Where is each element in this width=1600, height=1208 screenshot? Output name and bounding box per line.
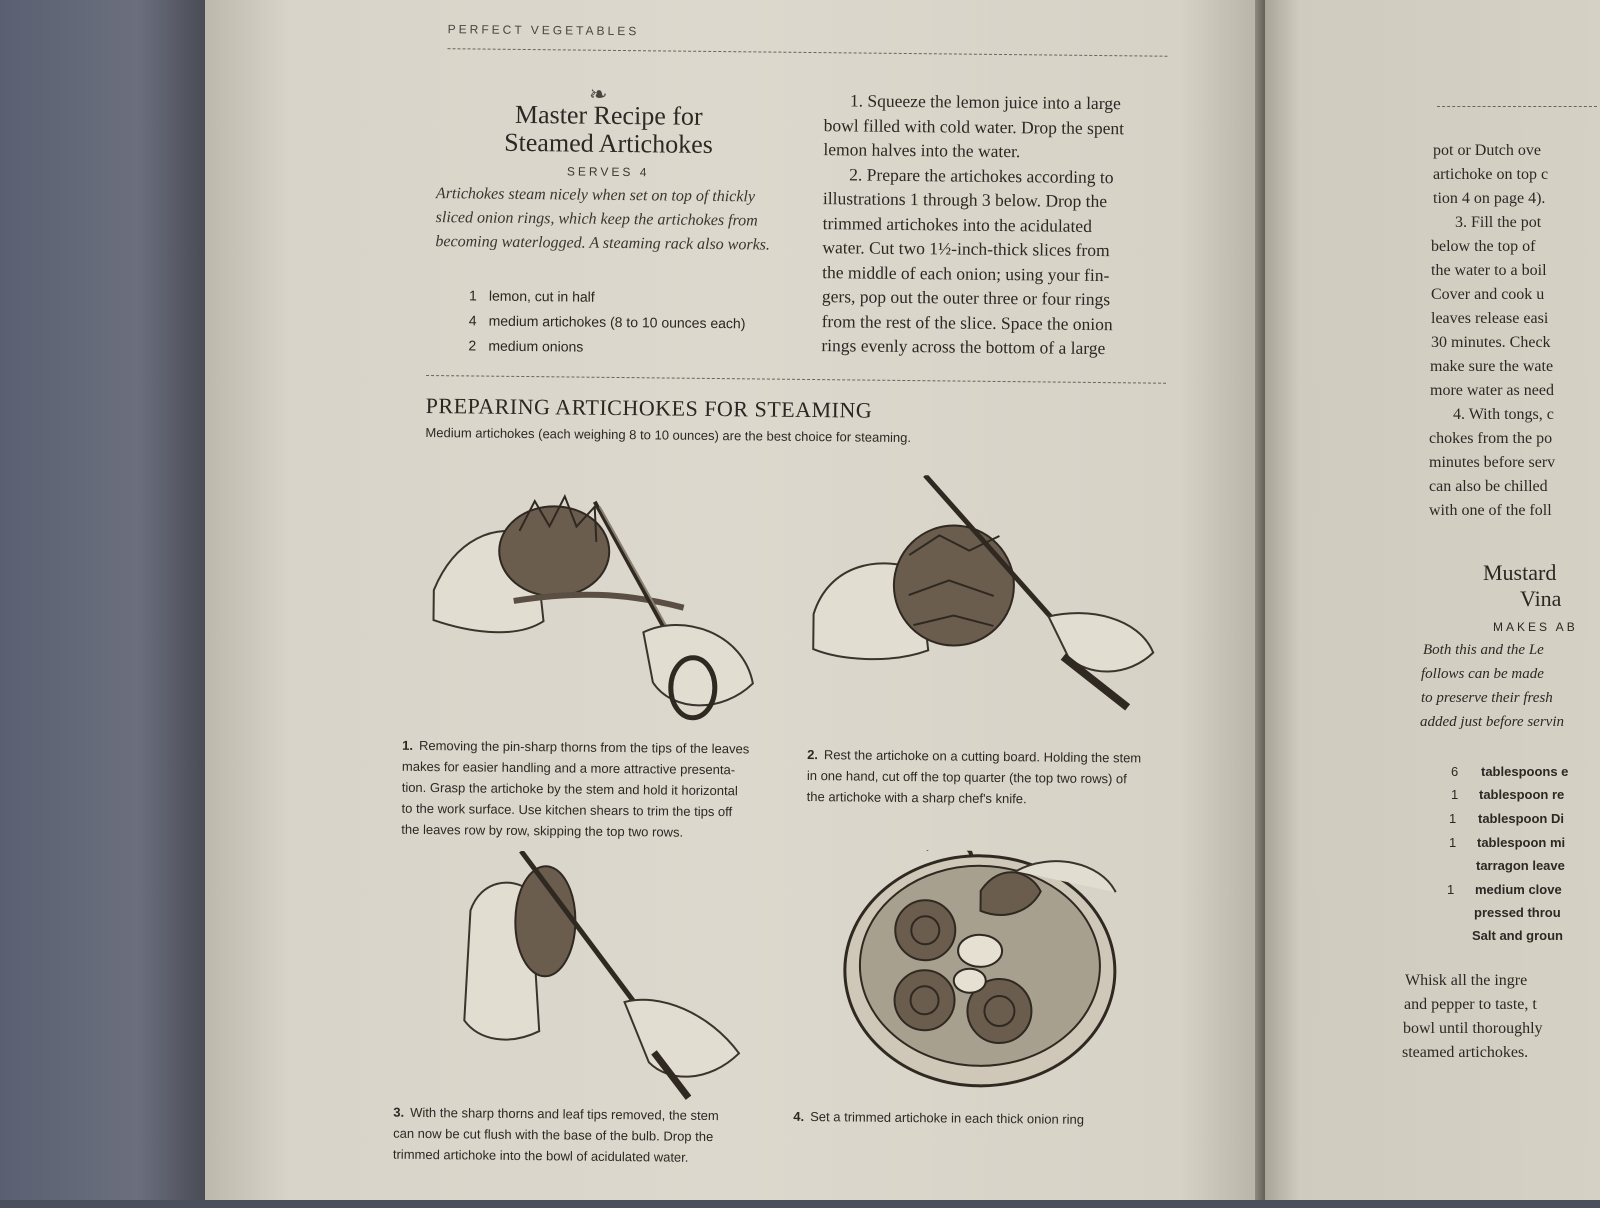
recipe-title: Vina bbox=[1520, 586, 1562, 611]
step-line: lemon halves into the water. bbox=[823, 139, 1021, 162]
section-title: PREPARING ARTICHOKES FOR STEAMING bbox=[425, 392, 873, 423]
left-page-content bbox=[392, 0, 1190, 1208]
text-line: 4. With tongs, c bbox=[1453, 406, 1554, 423]
intro-line: sliced onion rings, which keep the artichokes from bbox=[435, 209, 758, 230]
intro-line: Artichokes steam nicely when set on top of thickly bbox=[435, 185, 756, 206]
text-line: and pepper to taste, t bbox=[1404, 996, 1537, 1013]
caption-line: the artichoke with a sharp chef's knife. bbox=[806, 788, 1027, 807]
ingredient-qty: 1 bbox=[468, 286, 477, 304]
step-line: trimmed artichokes into the acidulated bbox=[822, 212, 1092, 236]
text-line: with one of the foll bbox=[1429, 502, 1552, 519]
intro-line: added just before servin bbox=[1420, 714, 1565, 730]
ingredient-qty: 1 bbox=[1447, 882, 1455, 897]
step-line: 1. Squeeze the lemon juice into a large bbox=[849, 90, 1121, 114]
caption-line: can now be cut flush with the base of the bulb. Drop the bbox=[393, 1125, 714, 1145]
caption-line: in one hand, cut off the top quarter (the top two rows) of bbox=[806, 767, 1127, 787]
caption-text: With the sharp thorns and leaf tips removed, the stem bbox=[410, 1104, 719, 1124]
ingredient-item: medium artichokes (8 to 10 ounces each) bbox=[488, 312, 746, 331]
ingredient-row bbox=[457, 307, 797, 336]
recipe-intro bbox=[435, 182, 786, 258]
text-line: Cover and cook u bbox=[1431, 286, 1545, 303]
caption-4 bbox=[793, 1106, 1153, 1131]
recipe-title-line: Master Recipe for bbox=[514, 99, 703, 131]
ingredient-qty: 1 bbox=[1449, 835, 1457, 850]
ingredient-item: tarragon leave bbox=[1476, 858, 1565, 873]
ingredient-item: tablespoon Di bbox=[1478, 811, 1564, 826]
text-line: bowl until thoroughly bbox=[1403, 1020, 1543, 1037]
step-line: water. Cut two 1½-inch-thick slices from bbox=[822, 237, 1110, 261]
makes-label: MAKES AB bbox=[1493, 620, 1578, 634]
ingredient-item: tablespoon mi bbox=[1477, 835, 1566, 850]
text-line: below the top of bbox=[1431, 238, 1536, 255]
text-line: 30 minutes. Check bbox=[1431, 334, 1551, 351]
step-line: illustrations 1 through 3 below. Drop the bbox=[822, 188, 1108, 212]
recipe-title-line: Steamed Artichokes bbox=[504, 127, 713, 159]
caption-text: Set a trimmed artichoke in each thick onion ring bbox=[810, 1109, 1085, 1127]
intro-line: follows can be made bbox=[1421, 666, 1544, 682]
caption-2 bbox=[807, 744, 1168, 811]
step-line: gers, pop out the outer three or four rings bbox=[821, 286, 1111, 310]
caption-number: 4. bbox=[793, 1108, 805, 1124]
caption-number: 2. bbox=[807, 746, 819, 763]
intro-line: becoming waterlogged. A steaming rack also works. bbox=[435, 233, 771, 254]
text-line: more water as need bbox=[1430, 382, 1554, 399]
step-line: 2. Prepare the artichokes according to bbox=[849, 163, 1114, 187]
illustration-cut-stem bbox=[448, 850, 771, 1103]
ingredient-qty: 1 bbox=[1451, 787, 1459, 802]
step-line: the middle of each onion; using your fin- bbox=[822, 261, 1110, 285]
text-line: the water to a boil bbox=[1431, 262, 1547, 279]
recipe-steps bbox=[821, 88, 1169, 361]
recipe-title bbox=[458, 100, 759, 159]
ingredient-qty: 4 bbox=[468, 311, 477, 329]
illustration-trim-thorns bbox=[422, 480, 785, 734]
step-line: rings evenly across the bottom of a large bbox=[821, 335, 1106, 359]
caption-line: makes for easier handling and a more attractive presenta- bbox=[401, 758, 736, 778]
right-page-content bbox=[1265, 0, 1600, 1200]
caption-text: Rest the artichoke on a cutting board. Holding the stem bbox=[823, 747, 1142, 766]
text-line: pot or Dutch ove bbox=[1433, 142, 1541, 159]
text-line: leaves release easi bbox=[1431, 310, 1549, 327]
ingredient-qty: 6 bbox=[1451, 764, 1459, 779]
text-line: 3. Fill the pot bbox=[1455, 214, 1542, 231]
caption-number: 3. bbox=[393, 1104, 405, 1120]
intro-line: to preserve their fresh bbox=[1421, 690, 1553, 706]
recipe-title: Mustard bbox=[1483, 560, 1557, 585]
section-rule bbox=[426, 375, 1166, 384]
ingredient-item: medium onions bbox=[488, 337, 584, 355]
ingredient-row bbox=[456, 332, 796, 361]
illustration-cut-top bbox=[807, 474, 1170, 738]
header-rule bbox=[447, 48, 1167, 57]
text-line: Whisk all the ingre bbox=[1405, 972, 1528, 989]
caption-line: trimmed artichoke into the bowl of acidulated water. bbox=[392, 1146, 689, 1165]
running-head: PERFECT VEGETABLES bbox=[447, 22, 640, 39]
ornament-icon: ❧ bbox=[588, 81, 608, 107]
illustration-pot-onion-rings bbox=[829, 849, 1132, 1102]
caption-line: tion. Grasp the artichoke by the stem and hold it horizontal bbox=[401, 779, 738, 799]
section-subtitle: Medium artichokes (each weighing 8 to 10 ounces) are the best choice for steaming. bbox=[425, 424, 912, 446]
serves-label: SERVES 4 bbox=[566, 164, 650, 180]
ingredient-item: medium clove bbox=[1475, 882, 1562, 897]
caption-number: 1. bbox=[402, 737, 414, 753]
ingredient-item: tablespoons e bbox=[1481, 764, 1569, 779]
caption-3 bbox=[393, 1102, 774, 1169]
caption-line: the leaves row by row, skipping the top two rows. bbox=[401, 821, 684, 840]
text-line: can also be chilled bbox=[1429, 478, 1548, 495]
step-line: from the rest of the slice. Space the onion bbox=[821, 310, 1113, 334]
caption-line bbox=[793, 1106, 1153, 1131]
intro-line: Both this and the Le bbox=[1423, 642, 1544, 658]
ingredient-item: Salt and groun bbox=[1472, 928, 1563, 943]
caption-line: to the work surface. Use kitchen shears to trim the tips off bbox=[401, 800, 733, 820]
caption-1 bbox=[401, 735, 782, 844]
ingredient-list bbox=[456, 282, 797, 361]
text-line: minutes before serv bbox=[1429, 454, 1556, 471]
step-line: bowl filled with cold water. Drop the spent bbox=[823, 114, 1125, 138]
ingredient-item: pressed throu bbox=[1474, 905, 1561, 920]
ingredient-row bbox=[457, 282, 797, 311]
right-header-rule bbox=[1437, 106, 1597, 107]
text-line: artichoke on top c bbox=[1433, 166, 1549, 183]
ingredient-item: lemon, cut in half bbox=[488, 287, 595, 305]
ingredient-item: tablespoon re bbox=[1479, 787, 1565, 802]
desk-background bbox=[0, 0, 230, 1200]
text-line: steamed artichokes. bbox=[1402, 1044, 1529, 1061]
text-line: make sure the wate bbox=[1430, 358, 1554, 375]
right-page bbox=[1265, 0, 1600, 1200]
ingredient-qty: 1 bbox=[1449, 811, 1457, 826]
text-line: tion 4 on page 4). bbox=[1433, 190, 1546, 207]
text-line: chokes from the po bbox=[1429, 430, 1553, 447]
ingredient-qty: 2 bbox=[468, 336, 477, 354]
caption-text: Removing the pin-sharp thorns from the tips of the leaves bbox=[418, 737, 750, 757]
